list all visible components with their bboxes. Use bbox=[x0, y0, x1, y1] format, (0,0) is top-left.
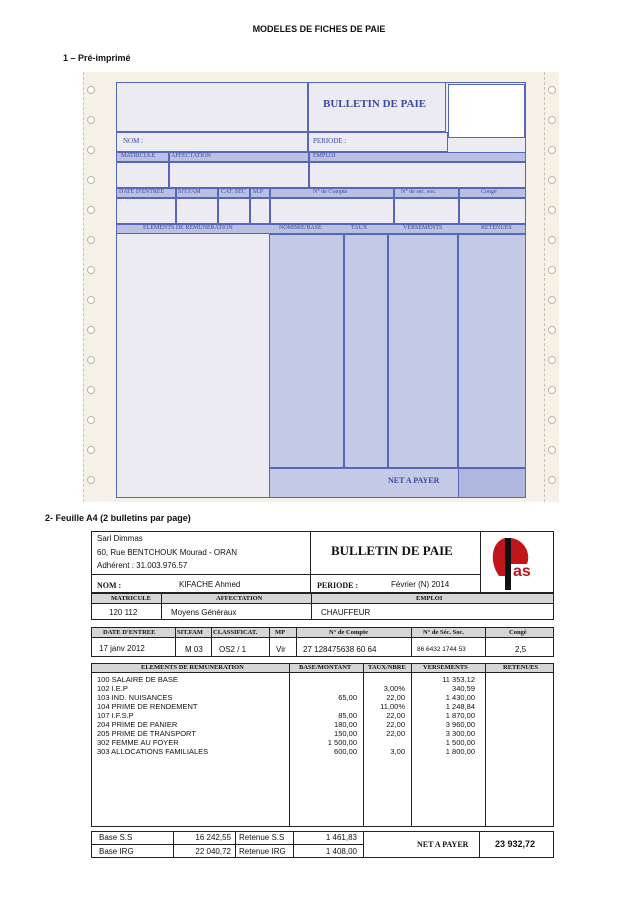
net-a-payer-label: NET A PAYER bbox=[417, 840, 469, 849]
no-compte-header: N° de Compte bbox=[329, 629, 369, 636]
no-compte-value: 27 128475638 60 64 bbox=[303, 645, 377, 654]
line-versement: 340,59 bbox=[452, 684, 475, 693]
line-label: 303 ALLOCATIONS FAMILIALES bbox=[97, 747, 209, 756]
form1-retenues-header: RETENUES bbox=[481, 225, 512, 231]
line-versement: 3 960,00 bbox=[445, 720, 475, 729]
form1-mp-header: M.P bbox=[253, 189, 264, 195]
right-perforation bbox=[544, 72, 559, 502]
sit-fam-value: M 03 bbox=[185, 645, 203, 654]
retenue-irg-value: 1 408,00 bbox=[325, 847, 357, 856]
line-label: 104 PRIME DE RENDEMENT bbox=[97, 702, 198, 711]
periode-label: PERIODE : bbox=[317, 581, 359, 590]
retenues-header: RETENUES bbox=[503, 664, 539, 671]
line-versement: 1 430,00 bbox=[445, 693, 475, 702]
emploi-value: CHAUFFEUR bbox=[321, 608, 371, 617]
company-address: 60, Rue BENTCHOUK Mourad - ORAN bbox=[97, 548, 238, 557]
retenue-ss-value: 1 461,83 bbox=[325, 833, 357, 842]
taux-nbre-header: TAUX/NBRE bbox=[368, 664, 406, 671]
form2-title: BULLETIN DE PAIE bbox=[331, 543, 453, 558]
line-base: 180,00 bbox=[334, 720, 357, 729]
line-label: 107 I.F.S.P bbox=[97, 711, 134, 720]
affectation-header: AFFECTATION bbox=[216, 595, 263, 602]
matricule-value: 120 112 bbox=[109, 608, 138, 617]
line-base: 65,00 bbox=[338, 693, 357, 702]
form1-matricule-header: MATRICULE bbox=[121, 153, 156, 159]
line-label: 302 FEMME AU FOYER bbox=[97, 738, 179, 747]
line-label: 205 PRIME DE TRANSPORT bbox=[97, 729, 196, 738]
line-versement: 3 300,00 bbox=[445, 729, 475, 738]
form1-conge-header: Congé bbox=[481, 189, 497, 195]
document-title: MODELES DE FICHES DE PAIE bbox=[252, 24, 386, 34]
form1-taux-header: TAUX bbox=[351, 225, 368, 231]
no-sec-soc-header: N° de Séc. Soc. bbox=[423, 629, 465, 636]
date-entree-header: DATE D'ENTREE bbox=[103, 629, 156, 636]
line-taux: 22,00 bbox=[386, 729, 405, 738]
nom-value: KIFACHE Ahmed bbox=[179, 580, 241, 589]
conge-header: Congé bbox=[509, 629, 527, 636]
form1-sit-fam-header: SIT.FAM bbox=[178, 189, 201, 195]
base-irg-label: Base IRG bbox=[99, 847, 134, 856]
date-entree-value: 17 janv 2012 bbox=[99, 644, 145, 653]
form1-nombre-base-header: NOMBRE/BASE bbox=[279, 225, 322, 231]
nom-label: NOM : bbox=[97, 581, 122, 590]
line-taux: 22,00 bbox=[386, 693, 405, 702]
elements-header: ELEMENTS DE REMUNERATION bbox=[141, 664, 244, 671]
mp-value: Vir bbox=[276, 645, 286, 654]
no-sec-soc-value: 86 6432 1744 53 bbox=[417, 646, 466, 653]
base-ss-value: 16 242,55 bbox=[195, 833, 231, 842]
section-2-title: 2- Feuille A4 (2 bulletins par page) bbox=[45, 513, 191, 523]
conge-value: 2,5 bbox=[515, 645, 527, 654]
sit-fam-header: SIT.FAM bbox=[177, 629, 203, 636]
emploi-header: EMPLOI bbox=[416, 595, 443, 602]
line-base: 1 500,00 bbox=[327, 738, 357, 747]
matricule-header: MATRICULE bbox=[111, 595, 151, 602]
adherent-number: Adhérent : 31.003.976.57 bbox=[97, 561, 188, 570]
form1-photo-box bbox=[448, 84, 525, 138]
retenue-ss-label: Retenue S.S bbox=[239, 833, 285, 842]
line-label: 204 PRIME DE PANIER bbox=[97, 720, 178, 729]
line-taux: 22,00 bbox=[386, 711, 405, 720]
line-base: 600,00 bbox=[334, 747, 357, 756]
form1-periode-label: PERIODE : bbox=[313, 137, 347, 145]
base-montant-header: BASE/MONTANT bbox=[299, 664, 352, 671]
section-1-title: 1 – Pré-imprimé bbox=[63, 53, 131, 63]
line-taux: 3,00% bbox=[383, 684, 405, 693]
mp-header: MP bbox=[275, 629, 286, 636]
retenue-irg-label: Retenue IRG bbox=[239, 847, 286, 856]
line-versement: 1 500,00 bbox=[445, 738, 475, 747]
line-versement: 1 800,00 bbox=[445, 747, 475, 756]
form1-cat-sec-header: CAT. SEC bbox=[221, 189, 246, 195]
form1-affectation-header: AFFECTATION bbox=[171, 153, 211, 159]
form1-no-compte-header: N° de Compte bbox=[313, 189, 348, 195]
net-a-payer-value: 23 932,72 bbox=[495, 839, 536, 849]
line-versement: 11 353,12 bbox=[442, 675, 475, 684]
line-versement: 1 248,84 bbox=[445, 702, 475, 711]
classificat-value: OS2 / 1 bbox=[219, 645, 247, 654]
line-taux: 11,00% bbox=[380, 702, 405, 711]
line-base: 85,00 bbox=[338, 711, 357, 720]
form1-versements-header: VERSEMENTS bbox=[403, 225, 443, 231]
line-taux: 22,00 bbox=[386, 720, 405, 729]
left-perforation bbox=[83, 72, 98, 502]
form1-date-entree-header: DATE D'ENTREE bbox=[119, 189, 165, 195]
line-label: 102 I.E.P bbox=[97, 684, 128, 693]
base-irg-value: 22 040,72 bbox=[195, 847, 231, 856]
form1-elements-header: ELEMENTS DE REMUNERATION bbox=[143, 225, 233, 231]
versements-header: VERSEMENTS bbox=[423, 664, 468, 671]
company-name: Sarl Dimmas bbox=[97, 534, 143, 543]
form1-title: BULLETIN DE PAIE bbox=[323, 98, 427, 110]
line-base: 150,00 bbox=[334, 729, 357, 738]
line-taux: 3,00 bbox=[390, 747, 405, 756]
line-label: 100 SALAIRE DE BASE bbox=[97, 675, 178, 684]
periode-value: Février (N) 2014 bbox=[391, 580, 450, 589]
form1-no-sec-soc-header: N° de séc. soc. bbox=[401, 189, 437, 195]
affectation-value: Moyens Généraux bbox=[171, 608, 237, 617]
company-logo bbox=[481, 531, 554, 593]
line-label: 103 IND. NUISANCES bbox=[97, 693, 173, 702]
base-ss-label: Base S.S bbox=[99, 833, 133, 842]
form1-nom-label: NOM : bbox=[123, 137, 144, 145]
form1-emploi-header: EMPLOI bbox=[313, 153, 336, 159]
filled-payslip bbox=[91, 531, 554, 858]
classificat-header: CLASSIFICAT. bbox=[213, 629, 258, 636]
preprinted-payslip-image bbox=[83, 72, 559, 502]
line-versement: 1 870,00 bbox=[445, 711, 475, 720]
form1-net-a-payer-label: NET A PAYER bbox=[388, 476, 440, 485]
logo-text: as bbox=[513, 563, 531, 580]
